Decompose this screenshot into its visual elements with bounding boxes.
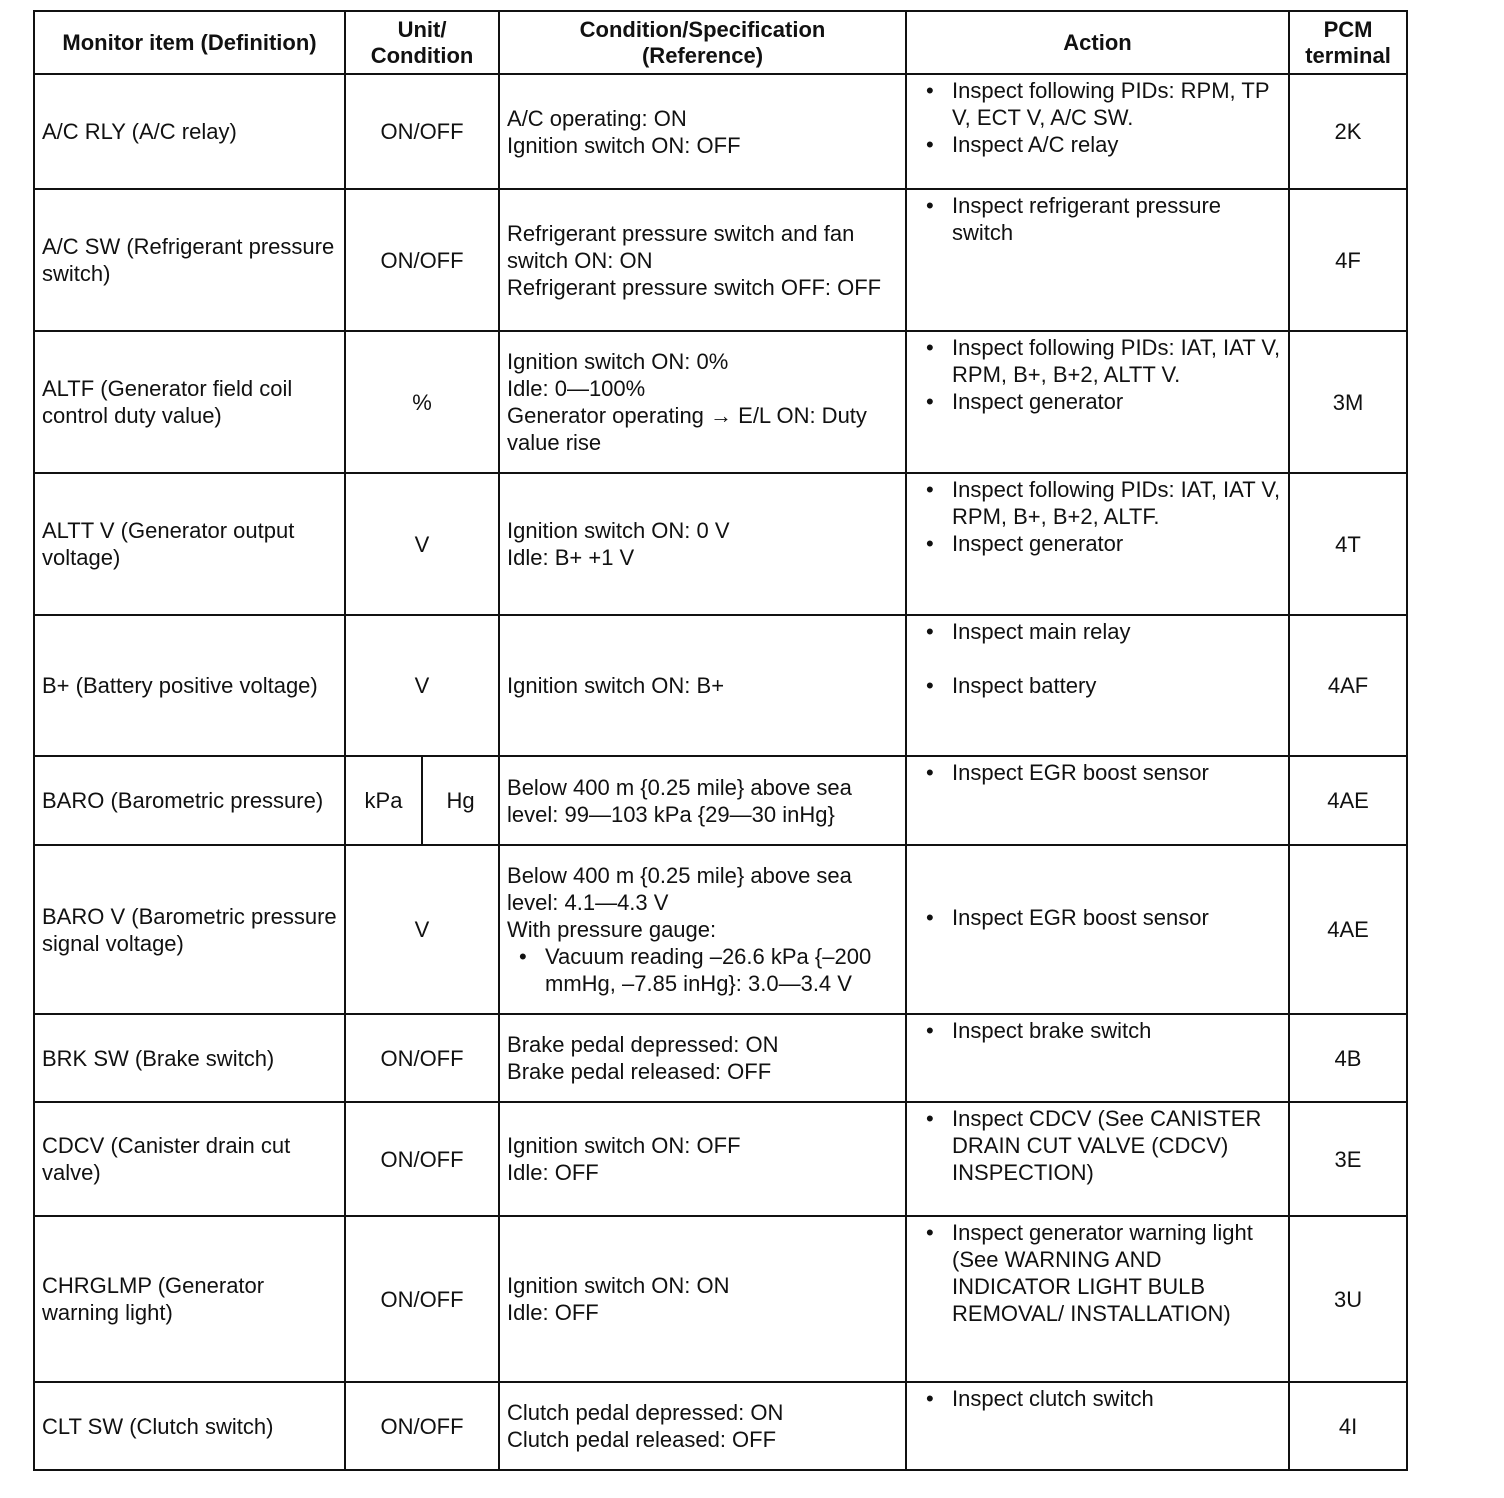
condition-cell: Below 400 m {0.25 mile} above sea level: 4.1—4.3 V With pressure gauge: • Vacuum reading –26.6 kPa {–200 mmHg, –7.85 inHg}: 3.0—3.4 V [499,845,906,1014]
action-item: • Inspect brake switch [914,1017,1281,1044]
action-item: • Inspect following PIDs: IAT, IAT V, RPM, B+, B+2, ALTF. [914,476,1281,530]
action-item: • Inspect A/C relay [914,131,1281,158]
condition-cell: Clutch pedal depressed: ON Clutch pedal released: OFF [499,1382,906,1470]
action-cell [906,1216,1289,1382]
unit-cell: ON/OFF [345,1216,499,1382]
action-cell [906,331,1289,473]
condition-cell: Ignition switch ON: OFF Idle: OFF [499,1102,906,1216]
table-row [34,615,1407,756]
table-row [34,1102,1407,1216]
table-row [34,756,1407,845]
action-cell [906,1014,1289,1102]
action-cell [906,473,1289,615]
monitor-item-cell: CDCV (Canister drain cut valve) [34,1102,345,1216]
monitor-item-cell: BRK SW (Brake switch) [34,1014,345,1102]
pcm-terminal-cell: 3E [1289,1102,1407,1216]
monitor-table [33,10,1408,1471]
monitor-item-cell: B+ (Battery positive voltage) [34,615,345,756]
action-item: • Inspect clutch switch [914,1385,1281,1412]
header-action: Action [906,11,1289,74]
condition-cell: Ignition switch ON: 0 V Idle: B+ +1 V [499,473,906,615]
pcm-terminal-cell: 2K [1289,74,1407,189]
header-unit: Unit/ Condition [345,11,499,74]
pcm-terminal-cell: 3M [1289,331,1407,473]
unit-cell: V [345,845,499,1014]
monitor-item-cell: ALTT V (Generator output voltage) [34,473,345,615]
condition-cell: A/C operating: ON Ignition switch ON: OFF [499,74,906,189]
pcm-terminal-cell: 3U [1289,1216,1407,1382]
action-item: • Inspect EGR boost sensor [914,759,1281,786]
unit-cell: ON/OFF [345,1014,499,1102]
table-row [34,845,1407,1014]
action-cell [906,756,1289,845]
header-pcm-terminal: PCM terminal [1289,11,1407,74]
condition-bullet: • Vacuum reading –26.6 kPa {–200 mmHg, –7.85 inHg}: 3.0—3.4 V [507,943,898,997]
unit-cell: ON/OFF [345,74,499,189]
action-item: • Inspect EGR boost sensor [914,904,1281,931]
action-item: • Inspect generator warning light (See WARNING AND INDICATOR LIGHT BULB REMOVAL/ INSTALLATION) [914,1219,1281,1327]
table-row [34,1014,1407,1102]
action-cell [906,1102,1289,1216]
pcm-terminal-cell: 4AF [1289,615,1407,756]
monitor-item-cell: BARO V (Barometric pressure signal voltage) [34,845,345,1014]
action-cell [906,615,1289,756]
action-item: • Inspect generator [914,530,1281,557]
header-monitor-item: Monitor item (Definition) [34,11,345,74]
unit-cell-hg: Hg [422,756,499,845]
monitor-item-cell: BARO (Barometric pressure) [34,756,345,845]
condition-cell: Brake pedal depressed: ON Brake pedal released: OFF [499,1014,906,1102]
table-row [34,1216,1407,1382]
table-row [34,473,1407,615]
pcm-terminal-cell: 4I [1289,1382,1407,1470]
action-item: • Inspect battery [914,672,1281,699]
condition-cell: Ignition switch ON: B+ [499,615,906,756]
action-item: • Inspect following PIDs: RPM, TP V, ECT V, A/C SW. [914,77,1281,131]
monitor-item-cell: ALTF (Generator field coil control duty value) [34,331,345,473]
unit-cell: ON/OFF [345,189,499,331]
action-item: • Inspect main relay [914,618,1281,645]
table-row [34,331,1407,473]
pcm-terminal-cell: 4T [1289,473,1407,615]
monitor-item-cell: A/C RLY (A/C relay) [34,74,345,189]
table-row [34,189,1407,331]
unit-cell: V [345,615,499,756]
action-cell [906,1382,1289,1470]
action-cell [906,74,1289,189]
pcm-terminal-cell: 4AE [1289,756,1407,845]
pcm-terminal-cell: 4AE [1289,845,1407,1014]
action-cell [906,845,1289,1014]
unit-cell: ON/OFF [345,1382,499,1470]
table-row [34,1382,1407,1470]
pcm-terminal-cell: 4F [1289,189,1407,331]
action-item: • Inspect CDCV (See CANISTER DRAIN CUT VALVE (CDCV) INSPECTION) [914,1105,1281,1186]
unit-cell: ON/OFF [345,1102,499,1216]
monitor-item-cell: CHRGLMP (Generator warning light) [34,1216,345,1382]
action-item: • Inspect refrigerant pressure switch [914,192,1281,246]
monitor-item-cell: A/C SW (Refrigerant pressure switch) [34,189,345,331]
table-row [34,74,1407,189]
condition-cell: Ignition switch ON: ON Idle: OFF [499,1216,906,1382]
unit-cell-kpa: kPa [345,756,422,845]
condition-cell: Refrigerant pressure switch and fan switch ON: ON Refrigerant pressure switch OFF: OFF [499,189,906,331]
action-item: • Inspect generator [914,388,1281,415]
header-condition: Condition/Specification (Reference) [499,11,906,74]
pcm-terminal-cell: 4B [1289,1014,1407,1102]
unit-cell: V [345,473,499,615]
monitor-item-cell: CLT SW (Clutch switch) [34,1382,345,1470]
action-cell [906,189,1289,331]
condition-cell: Ignition switch ON: 0% Idle: 0—100% Generator operating → E/L ON: Duty value rise [499,331,906,473]
unit-cell: % [345,331,499,473]
condition-cell: Below 400 m {0.25 mile} above sea level: 99—103 kPa {29—30 inHg} [499,756,906,845]
action-item: • Inspect following PIDs: IAT, IAT V, RPM, B+, B+2, ALTT V. [914,334,1281,388]
header-row [34,11,1407,74]
